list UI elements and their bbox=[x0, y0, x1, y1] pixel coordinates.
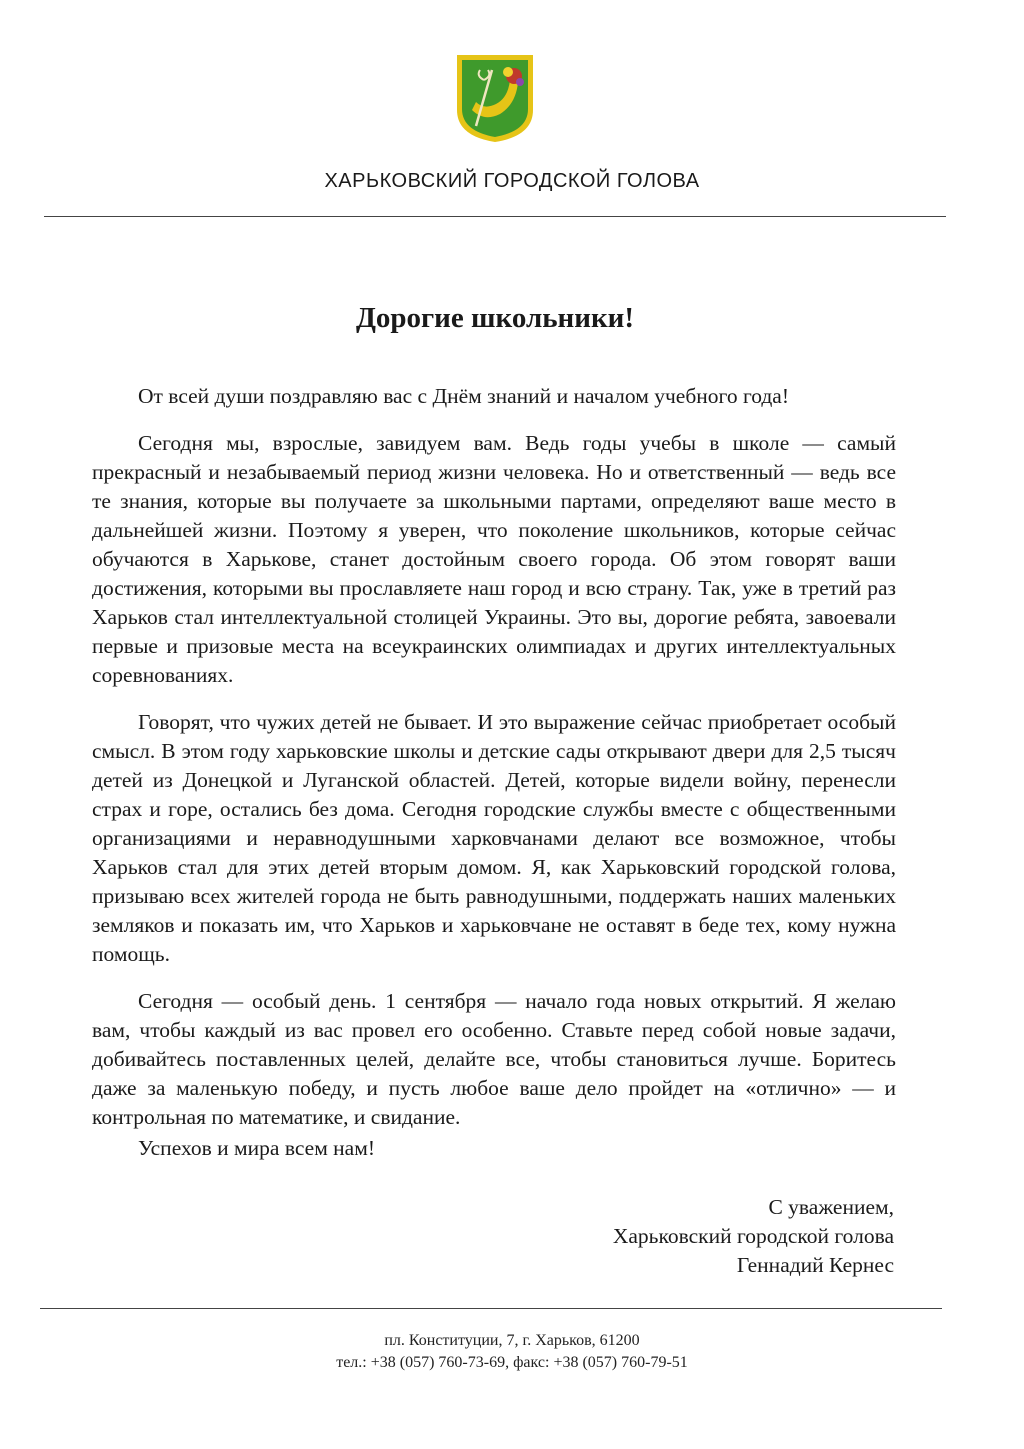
footer-divider bbox=[40, 1308, 942, 1309]
signature-position: Харьковский городской голова bbox=[612, 1224, 894, 1248]
letter-greeting: Дорогие школьники! bbox=[355, 302, 635, 334]
footer-contacts: тел.: +38 (057) 760-73-69, факс: +38 (057) 760-79-51 bbox=[336, 1354, 688, 1371]
paragraph-1: От всей души поздравляю вас с Днём знаний и началом учебного года! bbox=[138, 384, 789, 408]
paragraph-4: Сегодня — особый день. 1 сентября — начало года новых открытий. Я желаю вам, чтобы каждый из вас провел его особенно. Ставьте перед собой новые задачи, добивайтесь поставленных целей, делайте все, чтобы становиться лучше. Боритесь даже за маленькую победу, и пусть любое ваше дело пройдет на «отлично» — и контрольная по математике, и свидание. bbox=[92, 989, 896, 1129]
signature-name: Геннадий Кернес bbox=[736, 1253, 894, 1277]
header-divider bbox=[44, 216, 946, 217]
letter-body bbox=[92, 382, 896, 1150]
paragraph-3: Говорят, что чужих детей не бывает. И это выражение сейчас приобретает особый смысл. В этом году харьковские школы и детские сады открывают двери для 2,5 тысяч детей из Донецкой и Луганской областей. Детей, которые видели войну, перенесли страх и горе, остались без дома. Сегодня городские службы вместе с общественными организациями и неравнодушными харковчанами делают все возможное, чтобы Харьков стал для этих детей вторым домом. Я, как Харьковский городской голова, призываю всех жителей города не быть равнодушными, поддержать наших маленьких земляков и показать им, что Харьков и харьковчане не оставят в беде тех, кому нужна помощь. bbox=[92, 710, 896, 966]
kharkiv-coat-of-arms-icon bbox=[454, 52, 536, 144]
footer-address: пл. Конституции, 7, г. Харьков, 61200 bbox=[384, 1332, 640, 1349]
footer bbox=[0, 1330, 1024, 1374]
paragraph-2: Сегодня мы, взрослые, завидуем вам. Ведь годы учебы в школе — самый прекрасный и незабываемый период жизни человека. Но и ответственный — ведь все те знания, которые вы получаете за школьными партами, определяют ваше место в дальнейшей жизни. Поэтому я уверен, что поколение школьников, которые сейчас обучаются в Харькове, станет достойным своего города. Об этом говорят ваши достижения, которыми вы прославляете наш город и всю страну. Так, уже в третий раз Харьков стал интеллектуальной столицей Украины. Это вы, дорогие ребята, завоевали первые и призовые места на всеукраинских олимпиадах и других интеллектуальных соревнованиях. bbox=[92, 431, 896, 687]
header-title: ХАРЬКОВСКИЙ ГОРОДСКОЙ ГОЛОВА bbox=[324, 170, 700, 192]
letter-closing: Успехов и мира всем нам! bbox=[138, 1136, 375, 1160]
signature-regards: С уважением, bbox=[768, 1195, 894, 1219]
signature-block bbox=[613, 1193, 894, 1280]
